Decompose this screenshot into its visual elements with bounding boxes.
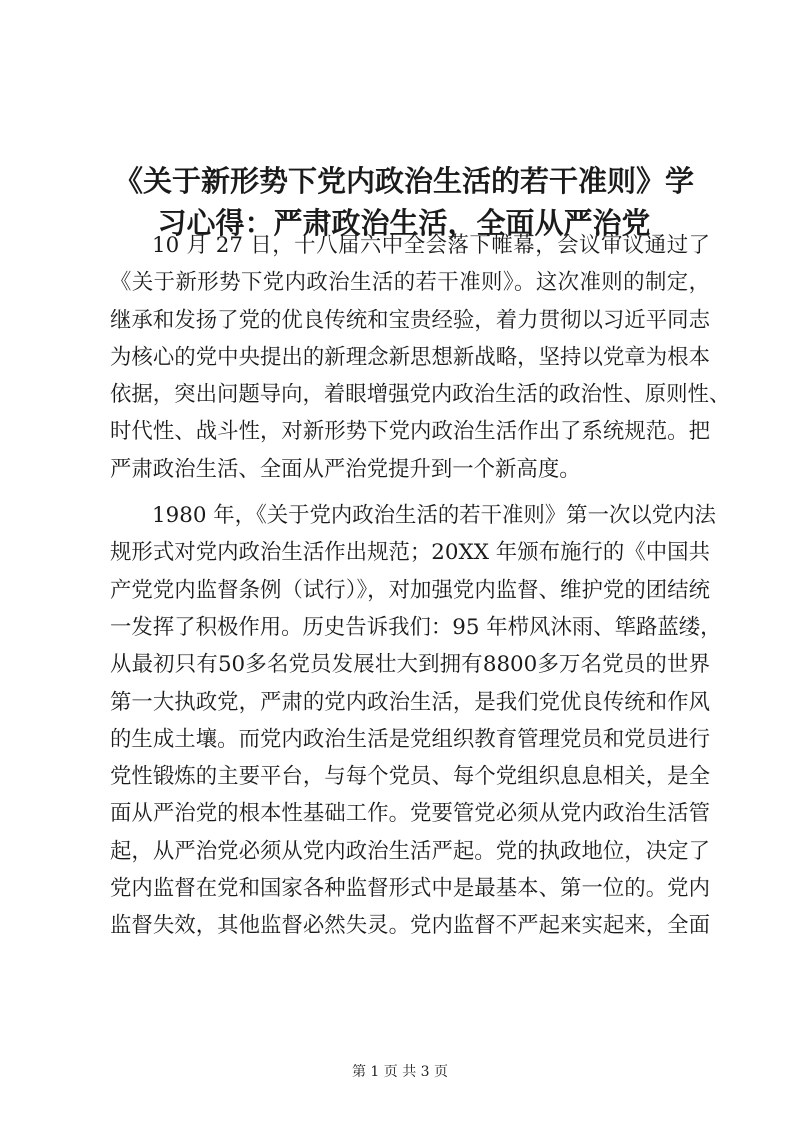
- text-line: 第一大执政党，严肃的党内政治生活，是我们党优良传统和作风: [110, 689, 710, 715]
- text-line: 继承和发扬了党的优良传统和宝贵经验，着力贯彻以习近平同志: [110, 307, 710, 333]
- text-line: 党性锻炼的主要平台，与每个党员、每个党组织息息相关，是全: [110, 764, 710, 790]
- text-line: 严肃政治生活、全面从严治党提升到一个新高度。: [110, 456, 581, 482]
- text-line: 1980 年，《关于党内政治生活的若干准则》第一次以党内法: [152, 503, 716, 529]
- paragraph-2: [110, 497, 722, 945]
- text-line: 一发挥了积极作用。历史告诉我们：95 年栉风沐雨、筚路蓝缕，: [110, 614, 722, 640]
- page-footer: 第 1 页 共 3 页: [351, 1064, 449, 1080]
- document-body: [110, 227, 731, 945]
- text-line: 依据，突出问题导向，着眼增强党内政治生活的政治性、原则性、: [110, 382, 731, 408]
- text-line: 的生成土壤。而党内政治生活是党组织教育管理党员和党员进行: [110, 726, 710, 752]
- text-line: 起，从严治党必须从党内政治生活严起。党的执政地位，决定了: [110, 838, 710, 864]
- text-line: 监督失效，其他监督必然失灵。党内监督不严起来实起来，全面: [110, 913, 710, 939]
- text-line: 10 月 27 日，十八届六中全会落下帷幕，会议审议通过了: [152, 233, 710, 258]
- title-line: 《关于新形势下党内政治生活的若干准则》学: [113, 164, 694, 199]
- text-line: 党内监督在党和国家各种监督形式中是最基本、第一位的。党内: [110, 876, 710, 902]
- text-line: 从最初只有50多名党员发展壮大到拥有8800多万名党员的世界: [110, 652, 710, 678]
- text-line: 产党党内监督条例（试行）》，对加强党内监督、维护党的团结统: [110, 577, 710, 603]
- text-line: 时代性、战斗性，对新形势下党内政治生活作出了系统规范。把: [110, 419, 710, 445]
- text-line: 《关于新形势下党内政治生活的若干准则》。这次准则的制定，: [110, 270, 710, 296]
- title-line: 习心得：严肃政治生活，全面从严治党: [157, 206, 651, 241]
- text-line: 面从严治党的根本性基础工作。党要管党必须从党内政治生活管: [110, 801, 710, 827]
- text-line: 为核心的党中央提出的新理念新思想新战略，坚持以党章为根本: [110, 344, 710, 370]
- text-line: 规形式对党内政治生活作出规范；20XX 年颁布施行的《中国共: [110, 540, 710, 566]
- paragraph-1: [110, 227, 731, 488]
- paragraph-gap: [110, 488, 710, 497]
